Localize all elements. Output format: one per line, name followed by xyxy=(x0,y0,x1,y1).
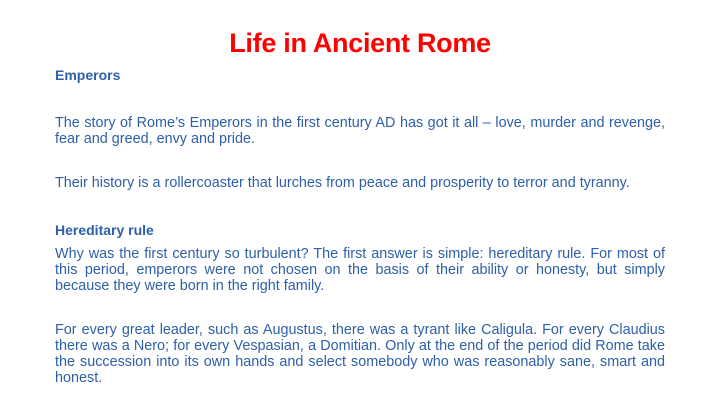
paragraph-leaders-and-tyrants: For every great leader, such as Augustus, there was a tyrant like Caligula. For every Claudius there was a Nero; for every Vespasian, a Domitian. Only at the end of the period did Rome take the succession into its own hands and select somebody who was reasonably sane, smart and honest. xyxy=(55,322,665,386)
section-heading-emperors: Emperors xyxy=(55,67,121,83)
slide-title: Life in Ancient Rome xyxy=(229,28,491,58)
section-heading-hereditary-rule: Hereditary rule xyxy=(55,222,154,238)
paragraph-hereditary-rule: Why was the first century so turbulent? The first answer is simple: hereditary rule. For most of this period, emperors were not chosen on the basis of their ability or honesty, but simply because they were born in the right family. xyxy=(55,246,665,294)
paragraph-emperors-history: Their history is a rollercoaster that lurches from peace and prosperity to terror and tyranny. xyxy=(55,175,630,191)
paragraph-emperors-intro: The story of Rome’s Emperors in the first century AD has got it all – love, murder and revenge, fear and greed, envy and pride. xyxy=(55,115,665,147)
